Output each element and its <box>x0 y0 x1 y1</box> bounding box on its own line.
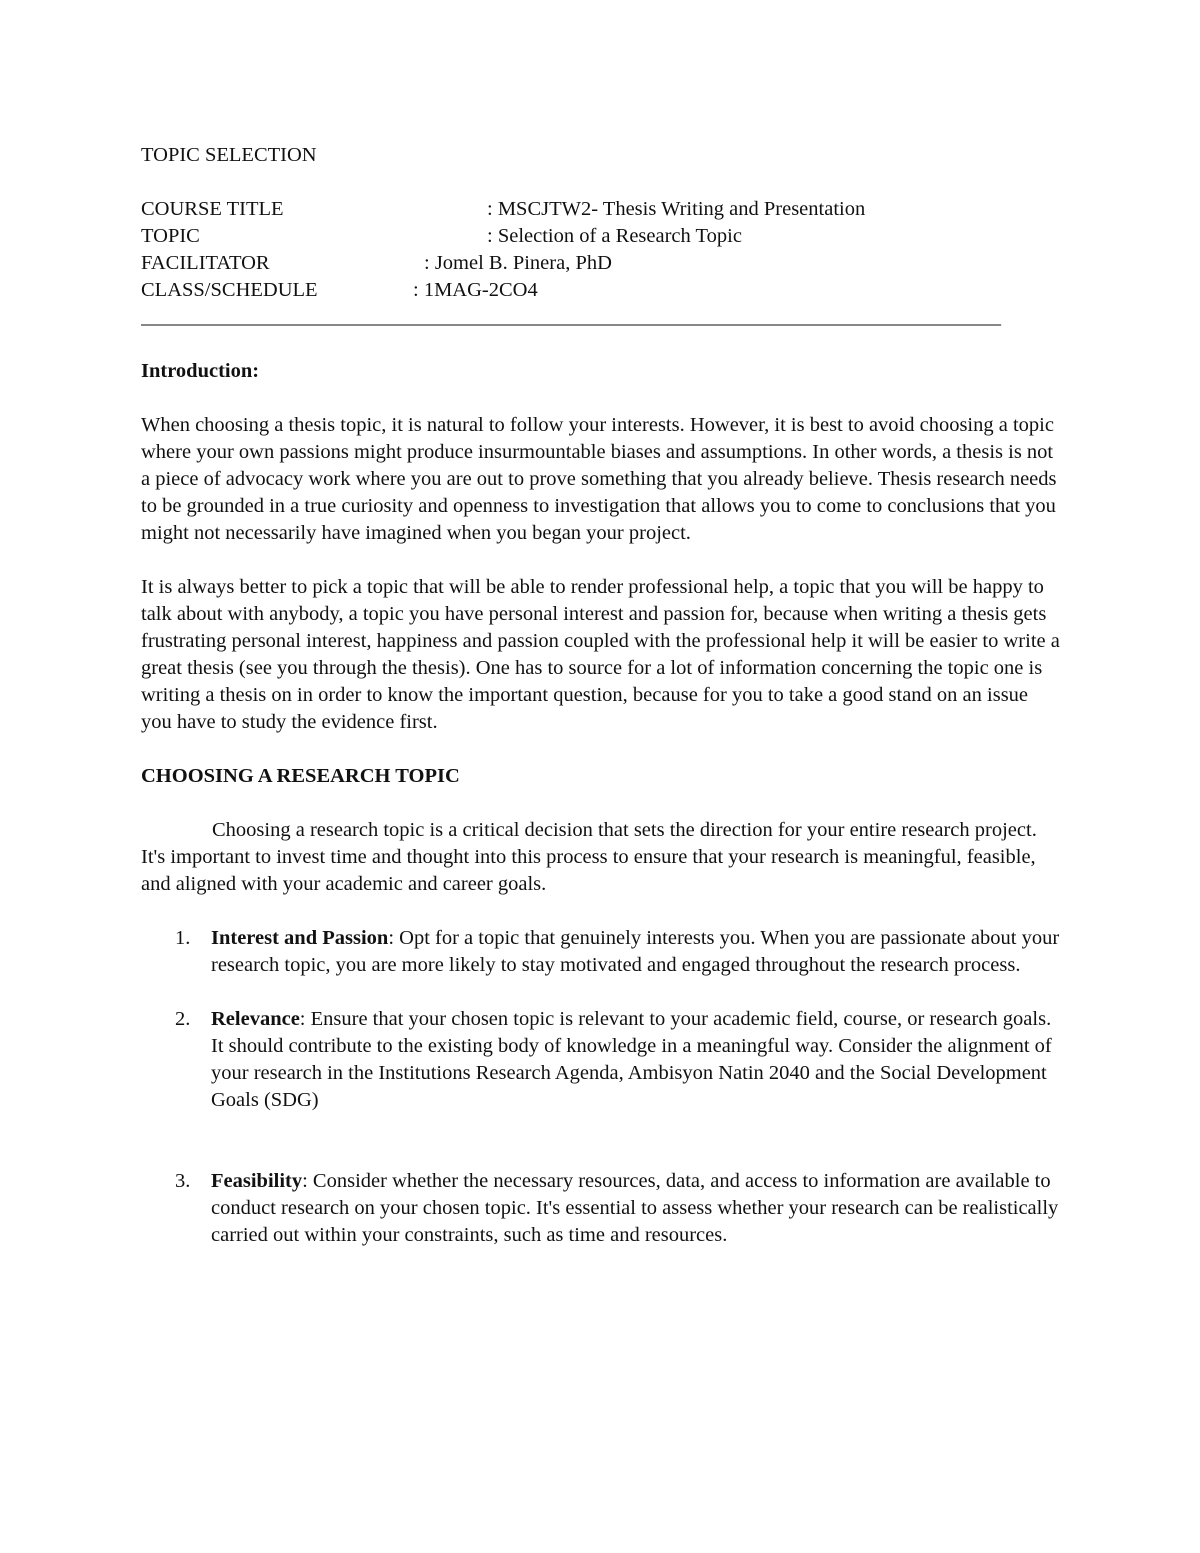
meta-label: TOPIC <box>141 225 200 247</box>
meta-course-title <box>141 196 1061 223</box>
meta-value: : Jomel B. Pinera, PhD <box>424 252 612 274</box>
list-item <box>141 1168 1061 1249</box>
criteria-list <box>141 925 1061 1249</box>
separator-line: ________________________________________________________________________________________________________ <box>141 306 999 328</box>
meta-label: FACILITATOR <box>141 252 270 274</box>
choosing-intro-paragraph: Choosing a research topic is a critical decision that sets the direction for your entire research project. It's important to invest time and thought into this process to ensure that your research is meaningful, feasible, and aligned with your academic and career goals. <box>141 819 1037 895</box>
introduction-heading: Introduction: <box>141 360 260 382</box>
list-item-number: 1. <box>175 927 191 949</box>
list-item-term: Feasibility <box>211 1170 303 1192</box>
choosing-heading: CHOOSING A RESEARCH TOPIC <box>141 765 460 787</box>
list-item-term: Relevance <box>211 1008 300 1030</box>
meta-value: : 1MAG-2CO4 <box>413 279 538 301</box>
list-item-number: 2. <box>175 1008 191 1030</box>
meta-class-schedule <box>141 277 1061 304</box>
meta-facilitator <box>141 250 1061 277</box>
meta-label: COURSE TITLE <box>141 198 284 220</box>
list-item-text: : Ensure that your chosen topic is relevant to your academic field, course, or research goals. It should contribute to the existing body of knowledge in a meaningful way. Consider the alignment of your research in the Institutions Research Agenda, Ambisyon Natin 2040 and the Social Development Goals (SDG) <box>211 1008 1052 1111</box>
list-item-text: : Opt for a topic that genuinely interests you. When you are passionate about your research topic, you are more likely to stay motivated and engaged throughout the research process. <box>211 927 1060 976</box>
meta-value: : Selection of a Research Topic <box>487 225 742 247</box>
introduction-paragraph-2: It is always better to pick a topic that will be able to render professional help, a topic that you will be happy to talk about with anybody, a topic you have personal interest and passion for, because when writing a thesis gets frustrating personal interest, happiness and passion coupled with the professional help it will be easier to write a great thesis (see you through the thesis). One has to source for a lot of information concerning the topic one is writing a thesis on in order to know the important question, because for you to take a good stand on an issue you have to study the evidence first. <box>141 576 1060 733</box>
list-item-text: : Consider whether the necessary resources, data, and access to information are available to conduct research on your chosen topic. It's essential to assess whether your research can be realistically carried out within your constraints, such as time and resources. <box>211 1170 1059 1246</box>
meta-label: CLASS/SCHEDULE <box>141 279 318 301</box>
introduction-paragraph-1: When choosing a thesis topic, it is natural to follow your interests. However, it is best to avoid choosing a topic where your own passions might produce insurmountable biases and assumptions. In other words, a thesis is not a piece of advocacy work where you are out to prove something that you already believe. Thesis research needs to be grounded in a true curiosity and openness to investigation that allows you to come to conclusions that you might not necessarily have imagined when you began your project. <box>141 414 1057 544</box>
meta-value: : MSCJTW2- Thesis Writing and Presentation <box>487 198 866 220</box>
meta-topic <box>141 223 1061 250</box>
document-page <box>141 142 1061 1249</box>
document-title: TOPIC SELECTION <box>141 144 317 166</box>
list-item <box>141 1006 1061 1114</box>
list-item <box>141 925 1061 979</box>
list-item-number: 3. <box>175 1170 191 1192</box>
list-item-term: Interest and Passion <box>211 927 389 949</box>
